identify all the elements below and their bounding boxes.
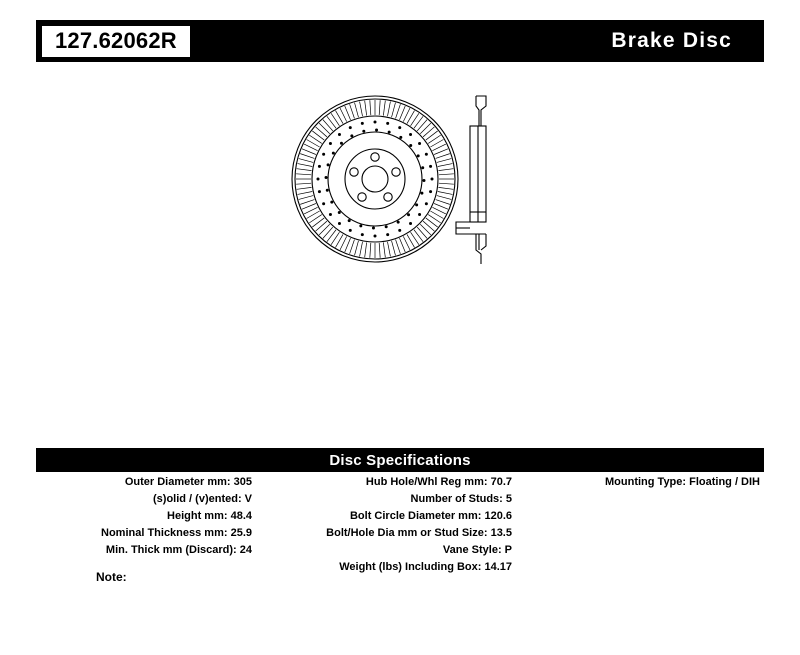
spec-item: Bolt/Hole Dia mm or Stud Size: 13.5	[326, 527, 512, 539]
cross-section-view	[456, 96, 486, 264]
rotor-hat-outer	[328, 132, 422, 226]
spec-item: Min. Thick mm (Discard): 24	[105, 544, 252, 556]
specifications-header: Disc Specifications	[36, 448, 764, 472]
specifications-table	[36, 474, 764, 576]
rotor-drilled-holes	[317, 121, 434, 238]
specs-column-right	[518, 474, 764, 576]
page-title: Brake Disc	[611, 29, 732, 52]
spec-item: (s)olid / (v)ented: V	[153, 493, 252, 505]
spec-item: Hub Hole/Whl Reg mm: 70.7	[365, 476, 512, 488]
spec-item: Mounting Type: Floating / DIH	[605, 476, 760, 488]
spec-item: Number of Studs: 5	[410, 493, 512, 505]
specs-column-left	[36, 474, 258, 576]
brake-disc-drawing-svg	[280, 84, 540, 274]
spec-item: Outer Diameter mm: 305	[124, 476, 252, 488]
part-number: 127.62062R	[42, 26, 190, 57]
spec-item: Nominal Thickness mm: 25.9	[101, 527, 252, 539]
spec-item: Vane Style: P	[442, 544, 512, 556]
rotor-stud-holes	[350, 153, 400, 201]
spec-item: Bolt Circle Diameter mm: 120.6	[349, 510, 512, 522]
rotor-hub-hole	[362, 166, 388, 192]
spec-item: Weight (lbs) Including Box: 14.17	[339, 561, 512, 573]
specs-column-middle	[258, 474, 518, 576]
header-bar	[36, 20, 764, 62]
note-label: Note:	[96, 570, 127, 584]
product-drawing	[280, 84, 540, 274]
rotor-friction-ring	[312, 116, 438, 242]
spec-item: Height mm: 48.4	[167, 510, 252, 522]
rotor-vane-hatching	[296, 100, 454, 258]
